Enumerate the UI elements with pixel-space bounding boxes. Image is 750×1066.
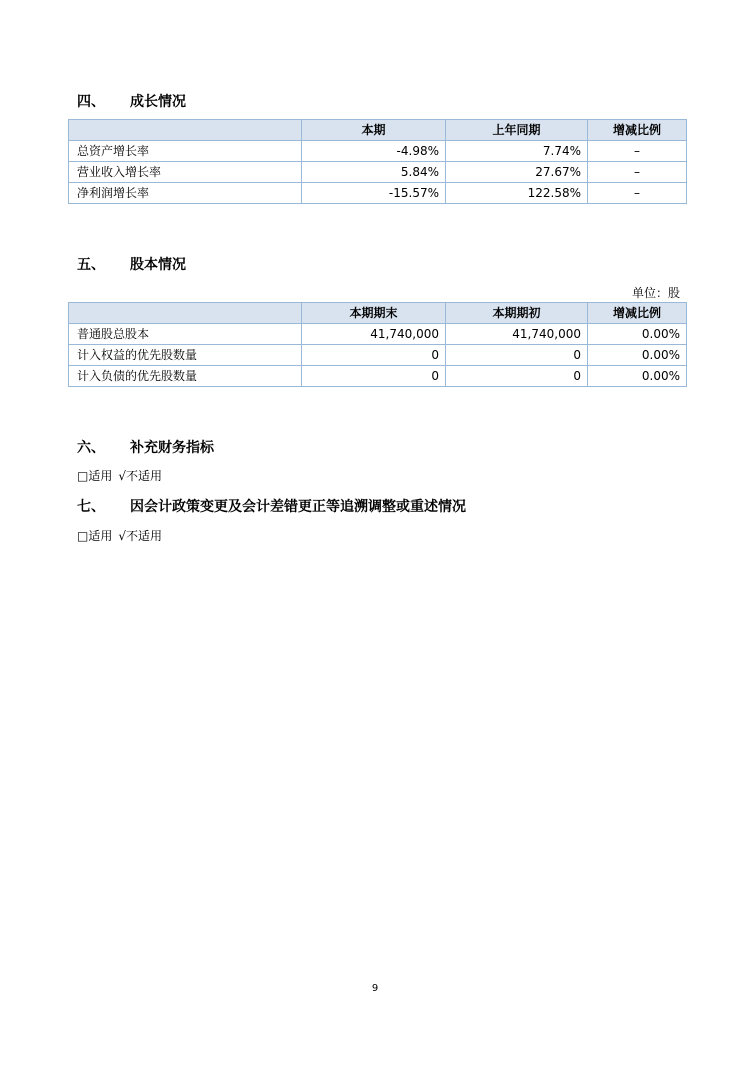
row-label: 营业收入增长率 <box>69 162 302 183</box>
table-header: 增减比例 <box>588 120 687 141</box>
section-7-heading <box>77 496 466 516</box>
table-header: 上年同期 <box>446 120 588 141</box>
table-header: 本期期初 <box>446 303 588 324</box>
row-label: 计入负债的优先股数量 <box>69 366 302 387</box>
table-header-row <box>69 303 687 324</box>
table-cell: 0 <box>446 366 588 387</box>
table-cell: 0 <box>302 345 446 366</box>
section-number: 四、 <box>77 94 105 110</box>
applicability-options <box>77 527 168 544</box>
table-cell: – <box>588 141 687 162</box>
table-cell: 0 <box>302 366 446 387</box>
applicability-options <box>77 467 168 484</box>
not-applicable-checkbox: √不适用 <box>118 469 162 483</box>
table-row <box>69 162 687 183</box>
table-row <box>69 345 687 366</box>
row-label: 普通股总股本 <box>69 324 302 345</box>
table-row <box>69 324 687 345</box>
section-5-heading <box>77 254 186 274</box>
growth-table <box>68 119 687 204</box>
table-header-row <box>69 120 687 141</box>
table-cell: – <box>588 183 687 204</box>
table-cell: 7.74% <box>446 141 588 162</box>
section-number: 五、 <box>77 257 105 273</box>
table-row <box>69 141 687 162</box>
table-cell: 0 <box>446 345 588 366</box>
share-capital-table <box>68 302 687 387</box>
table-header <box>69 303 302 324</box>
table-cell: 41,740,000 <box>446 324 588 345</box>
table-cell: 27.67% <box>446 162 588 183</box>
table-cell: 122.58% <box>446 183 588 204</box>
section-title: 成长情况 <box>130 94 186 110</box>
not-applicable-checkbox: √不适用 <box>118 529 162 543</box>
table-cell: 0.00% <box>588 366 687 387</box>
unit-label: 单位：股 <box>631 286 680 300</box>
row-label: 总资产增长率 <box>69 141 302 162</box>
section-title: 股本情况 <box>130 257 186 273</box>
section-number: 七、 <box>77 499 105 515</box>
section-4-heading <box>77 91 186 111</box>
applicable-checkbox: □适用 <box>77 529 113 543</box>
table-cell: -4.98% <box>302 141 446 162</box>
table-cell: – <box>588 162 687 183</box>
row-label: 计入权益的优先股数量 <box>69 345 302 366</box>
section-title: 补充财务指标 <box>130 440 214 456</box>
table-cell: 0.00% <box>588 324 687 345</box>
table-header: 增减比例 <box>588 303 687 324</box>
table-cell: -15.57% <box>302 183 446 204</box>
page-number: 9 <box>371 983 379 994</box>
applicable-checkbox: □适用 <box>77 469 113 483</box>
table-row <box>69 183 687 204</box>
section-6-heading <box>77 437 214 457</box>
table-header <box>69 120 302 141</box>
section-title: 因会计政策变更及会计差错更正等追溯调整或重述情况 <box>130 499 466 515</box>
row-label: 净利润增长率 <box>69 183 302 204</box>
table-header: 本期 <box>302 120 446 141</box>
table-row <box>69 366 687 387</box>
table-cell: 41,740,000 <box>302 324 446 345</box>
table-cell: 5.84% <box>302 162 446 183</box>
section-number: 六、 <box>77 440 105 456</box>
table-header: 本期期末 <box>302 303 446 324</box>
table-cell: 0.00% <box>588 345 687 366</box>
